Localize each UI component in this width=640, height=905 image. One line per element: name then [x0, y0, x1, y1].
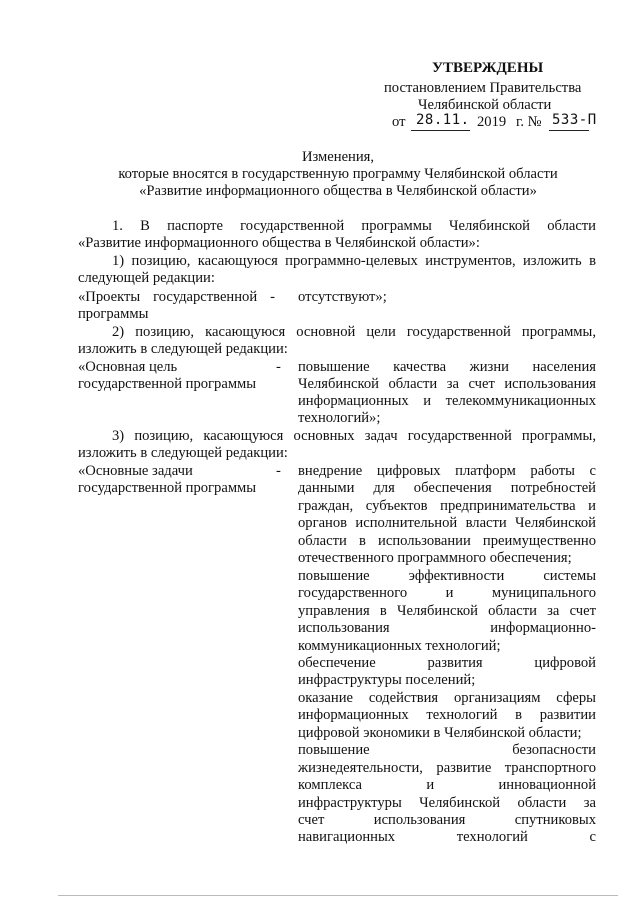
approved-heading: УТВЕРЖДЕНЫ — [432, 60, 544, 76]
row-tasks-value-line: управления в Челябинской области за счет — [298, 602, 596, 619]
row-tasks-value-line: информационных технологий в развитии — [298, 707, 596, 724]
number-handwritten: 533-П — [552, 112, 597, 128]
date-handwritten: 28.11. — [416, 112, 470, 128]
row-goal-dash: - — [276, 359, 281, 375]
title-line-1: Изменения, — [301, 149, 375, 165]
row-tasks-value-line: повышение безопасности — [298, 742, 596, 759]
row-tasks-value-line: цифровой экономики в Челябинской области; — [298, 724, 582, 741]
row-projects-label-1: «Проекты государственной - — [78, 289, 275, 305]
row-tasks-value-line: государственного и муниципального — [298, 585, 596, 602]
row-tasks-label-1: «Основные задачи — [78, 463, 193, 479]
row-tasks-label-2: государственной программы — [78, 480, 257, 496]
row-tasks-value-line: использования информационно- — [298, 620, 596, 637]
date-year: 2019 — [477, 114, 507, 130]
row-goal-value-4: технологий»; — [298, 410, 381, 426]
paragraph-4-line-1: 3) позицию, касающуюся основных задач государственной программы, — [112, 428, 596, 444]
paragraph-1-line-1: 1. В паспорте государственной программы Челябинской области — [112, 218, 596, 234]
row-tasks-value-line: счет использования спутниковых — [298, 812, 596, 828]
row-tasks-value-line: оказание содействия организациям сферы — [298, 689, 596, 706]
row-tasks-value-line: инфраструктуры поселений; — [298, 672, 476, 689]
row-projects-value: отсутствуют»; — [298, 289, 387, 305]
row-tasks-value-line: навигационных технологий с — [298, 829, 596, 846]
paragraph-4-line-2: изложить в следующей редакции: — [78, 445, 288, 461]
region-line: Челябинской области — [418, 97, 552, 113]
paragraph-3-line-2: изложить в следующей редакции: — [78, 341, 288, 357]
paragraph-2-line-2: следующей редакции: — [78, 270, 215, 286]
row-tasks-value-line: повышение эффективности системы — [298, 567, 596, 584]
row-goal-value-3: информационных и телекоммуникационных — [298, 393, 596, 409]
row-tasks-value-line: данными для обеспечения потребностей — [298, 480, 596, 497]
page-bottom-rule — [58, 895, 618, 896]
number-underline — [549, 130, 589, 131]
paragraph-1-line-2: «Развитие информационного общества в Челябинской области»: — [78, 235, 480, 251]
row-tasks-value-line: отечественного программного обеспечения; — [298, 550, 572, 567]
row-projects-label-2: программы — [78, 306, 149, 322]
row-tasks-value-line: жизнедеятельности, развитие транспортного — [298, 759, 596, 776]
number-label: г. № — [516, 114, 542, 130]
row-tasks-value-line: обеспечение развития цифровой — [298, 654, 596, 671]
row-tasks-value-line: коммуникационных технологий; — [298, 637, 501, 654]
row-goal-value-2: Челябинской области за счет использования — [298, 376, 596, 392]
row-goal-label-1: «Основная цель — [78, 359, 178, 375]
approved-by-line: постановлением Правительства — [384, 80, 582, 96]
row-tasks-value-line: органов исполнительной власти Челябинской — [298, 515, 596, 532]
date-underline — [411, 130, 470, 131]
paragraph-3-line-1: 2) позицию, касающуюся основной цели государственной программы, — [112, 324, 596, 340]
row-goal-label-2: государственной программы — [78, 376, 257, 392]
row-tasks-dash: - — [276, 463, 281, 479]
row-tasks-value-line: комплекса и инновационной — [298, 777, 596, 794]
title-line-2: которые вносятся в государственную программу Челябинской области — [118, 166, 558, 182]
paragraph-2-line-1: 1) позицию, касающуюся программно-целевых инструментов, изложить в — [112, 253, 596, 269]
title-line-3: «Развитие информационного общества в Челябинской области» — [139, 183, 537, 199]
row-tasks-value-line: области в использовании преимущественно — [298, 532, 596, 549]
date-prefix: от — [392, 114, 406, 130]
row-tasks-value-line: граждан, субъектов предпринимательства и — [298, 497, 596, 514]
row-goal-value-1: повышение качества жизни населения — [298, 359, 596, 375]
row-tasks-value-line: инфраструктуры Челябинской области за — [298, 794, 596, 811]
row-tasks-value-line: внедрение цифровых платформ работы с — [298, 463, 596, 479]
